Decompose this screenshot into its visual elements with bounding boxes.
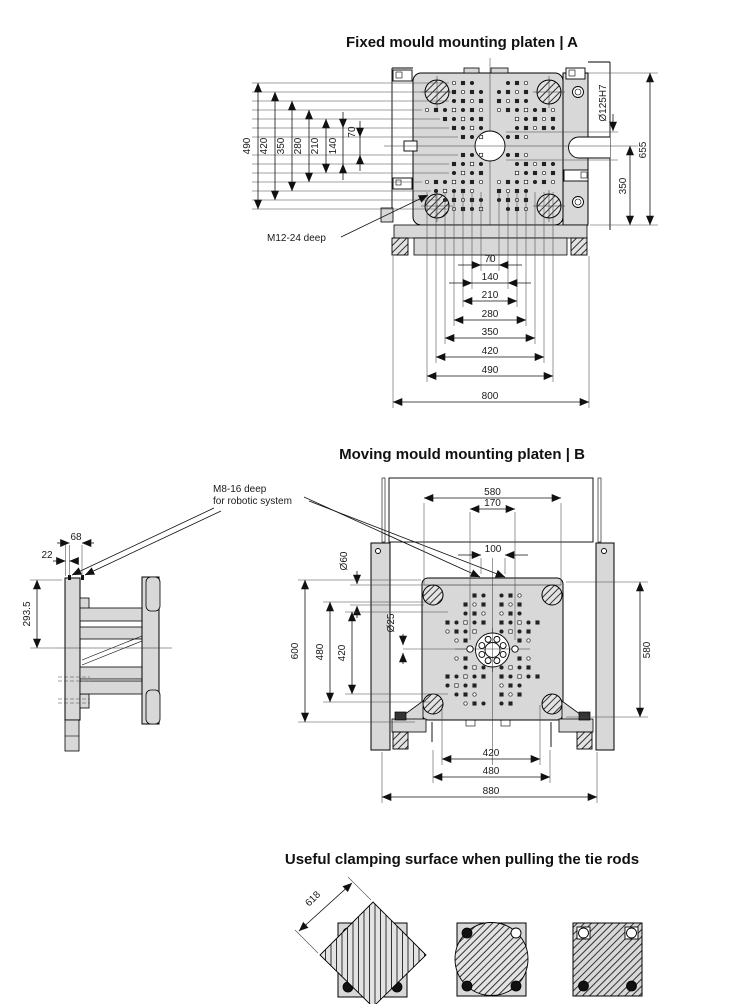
dim-label: Ø25 [386,613,397,633]
mounting-hole [527,675,530,678]
mounting-hole [515,135,518,138]
mounting-hole [533,108,536,111]
mounting-hole [455,630,458,633]
mounting-hole [524,117,527,120]
mounting-hole [518,621,521,624]
mounting-hole [509,702,512,705]
mounting-hole [515,171,518,174]
tie-rod-corner [627,981,637,991]
flange-bolt-hole [485,658,491,664]
mounting-hole [461,90,464,93]
mounting-hole [482,612,485,615]
mounting-hole [500,702,503,705]
mounting-hole [452,117,455,120]
mounting-hole [527,630,530,633]
mounting-hole [500,603,503,606]
mounting-hole [509,693,512,696]
dim-label: 140 [328,137,339,155]
mounting-hole [443,180,446,183]
mounting-hole [470,180,473,183]
mounting-hole [515,126,518,129]
flange-bolt-hole [479,651,485,657]
mounting-hole [515,81,518,84]
frame-hole [573,87,584,98]
mounting-hole [506,180,509,183]
section-title-moving-platen: Moving mould mounting platen | B [339,446,585,463]
top-tab [464,68,479,73]
mounting-hole [461,180,464,183]
mounting-hole [542,117,545,120]
tie-rod-corner [511,981,521,991]
dim-label: 22 [41,550,53,561]
foot-pad [393,732,408,749]
mounting-hole [473,702,476,705]
dim-label: 70 [484,254,496,265]
flange-bolt-hole [479,643,485,649]
mounting-hole [515,117,518,120]
levelling-bolt [395,712,406,720]
mounting-hole [509,675,512,678]
mounting-hole [542,108,545,111]
mounting-hole [470,117,473,120]
dim-label: 293.5 [22,601,33,627]
mounting-hole [473,630,476,633]
dim-label: 280 [481,309,499,320]
mounting-hole [500,621,503,624]
dim-label: 350 [481,327,499,338]
mounting-hole [455,675,458,678]
thread-note: M12-24 deep [267,233,326,244]
mounting-hole [443,117,446,120]
dim-label: 480 [482,766,500,777]
mounting-hole [500,693,503,696]
mounting-hole [455,621,458,624]
mounting-hole [461,117,464,120]
mounting-hole [461,108,464,111]
mounting-hole [434,108,437,111]
mounting-hole [527,657,530,660]
mounting-hole [470,153,473,156]
mounting-hole [509,684,512,687]
mounting-hole [533,117,536,120]
mounting-hole [452,90,455,93]
mounting-hole [518,639,521,642]
mounting-hole [518,594,521,597]
mounting-hole [527,621,530,624]
tie-rod-corner-pulled [511,928,521,938]
mounting-hole [524,135,527,138]
dim-label: 210 [310,137,321,155]
mounting-hole [515,90,518,93]
dim-label: 350 [618,177,629,195]
mounting-hole [455,684,458,687]
flange-bolt-hole [500,643,506,649]
foot-pad [577,732,592,749]
mounting-hole [479,162,482,165]
mount-pad [392,238,408,255]
mounting-hole [446,684,449,687]
dim-label: Ø60 [339,551,350,571]
mounting-hole [479,108,482,111]
mounting-hole [464,693,467,696]
clamping-diamond-figure [295,877,426,1004]
levelling-bolt [579,712,590,720]
dim-label: 618 [303,889,324,910]
mounting-hole [536,675,539,678]
mounting-hole [434,180,437,183]
mounting-hole [464,657,467,660]
mounting-hole [497,99,500,102]
mounting-hole [482,594,485,597]
mounting-hole [515,108,518,111]
dim-label: 580 [484,487,501,498]
mounting-hole [518,612,521,615]
mounting-hole [479,171,482,174]
dim-label: 480 [315,643,326,661]
dim-label: 580 [642,641,653,659]
mounting-hole [500,612,503,615]
mounting-hole [518,684,521,687]
mounting-hole [542,180,545,183]
mounting-hole [518,630,521,633]
clamping-square-figure [573,923,642,996]
fixed-left-dims [242,83,360,209]
mounting-hole [464,666,467,669]
mounting-hole [452,99,455,102]
tie-rod-corner-pulled [579,928,589,938]
mounting-hole [479,153,482,156]
mounting-hole [497,108,500,111]
flange-bolt-hole [494,636,500,642]
mounting-hole [518,666,521,669]
mounting-hole [464,675,467,678]
mounting-hole [473,693,476,696]
mounting-hole [461,135,464,138]
mounting-hole [461,126,464,129]
mounting-hole [551,171,554,174]
side-hole-d25 [467,646,473,652]
mounting-hole [533,180,536,183]
mounting-hole [479,180,482,183]
dim-label: 420 [337,644,348,662]
mounting-hole [509,630,512,633]
mounting-hole [500,666,503,669]
mounting-hole [473,684,476,687]
moving-platen-side-view [52,575,172,751]
clamping-circle-figure [455,923,528,997]
mounting-hole [425,108,428,111]
section-title-clamping: Useful clamping surface when pulling the tie rods [284,851,640,868]
mounting-hole [509,666,512,669]
mounting-hole [455,657,458,660]
mounting-hole [527,666,530,669]
side-hole-d25 [512,646,518,652]
mounting-hole [473,666,476,669]
tie-rod-corner [462,928,472,938]
mounting-hole [452,126,455,129]
fixed-bottom-dims [393,254,589,408]
mounting-hole [536,621,539,624]
mounting-hole [542,126,545,129]
mounting-hole [509,594,512,597]
mounting-hole [482,675,485,678]
dim-label: 100 [484,544,502,555]
frame-rail [596,543,614,750]
mounting-hole [506,135,509,138]
mounting-hole [473,594,476,597]
dim-label: 70 [347,126,358,138]
mounting-hole [527,639,530,642]
bore-label: Ø125H7 [598,84,609,122]
mounting-hole [473,603,476,606]
mounting-hole [551,108,554,111]
flange-bolt-hole [485,636,491,642]
mounting-hole [470,108,473,111]
platen-base [394,225,587,238]
mounting-hole [470,90,473,93]
mounting-hole [470,99,473,102]
mounting-hole [542,162,545,165]
mounting-hole [464,639,467,642]
flange-bolt-hole [494,658,500,664]
mounting-hole [515,153,518,156]
robot-note-line2: for robotic system [213,496,292,507]
dim-label: 600 [290,642,301,660]
robot-hole [81,575,84,580]
dim-label: 170 [484,498,501,509]
robot-note-line1: M8-16 deep [213,484,267,495]
mounting-hole [479,135,482,138]
mounting-hole [473,675,476,678]
mounting-hole [551,126,554,129]
mounting-hole [464,630,467,633]
dim-label: 655 [638,141,649,159]
mounting-hole [500,630,503,633]
dim-label: 280 [293,137,304,155]
dim-label: 210 [481,290,499,301]
mounting-hole [461,81,464,84]
dim-label: 490 [481,365,499,376]
mounting-hole [506,99,509,102]
mounting-hole [482,666,485,669]
mounting-hole [482,603,485,606]
flange-bolt-hole [500,651,506,657]
mounting-hole [473,621,476,624]
mounting-hole [497,180,500,183]
section-title-fixed-platen: Fixed mould mounting platen | A [346,34,578,51]
mounting-hole [479,90,482,93]
mounting-hole [506,81,509,84]
dim-label: 350 [276,137,287,155]
mounting-hole [551,180,554,183]
mounting-hole [509,603,512,606]
mounting-hole [524,90,527,93]
mounting-hole [506,153,509,156]
mounting-hole [524,99,527,102]
side-foot [65,720,79,751]
mounting-hole [524,108,527,111]
frame-hole [573,197,584,208]
mounting-hole [506,90,509,93]
mounting-hole [446,630,449,633]
mounting-hole [506,108,509,111]
mounting-hole [518,693,521,696]
mounting-hole [533,126,536,129]
robot-note-leaders [72,497,505,577]
mounting-hole [473,612,476,615]
mounting-hole [470,81,473,84]
mounting-hole [452,108,455,111]
mounting-hole [533,162,536,165]
side-bracket [564,170,588,181]
mount-pad [571,238,587,255]
mounting-hole [524,81,527,84]
mounting-hole [470,162,473,165]
mounting-hole [461,171,464,174]
mounting-hole [443,108,446,111]
mounting-hole [452,171,455,174]
mounting-hole [452,180,455,183]
mounting-hole [470,135,473,138]
mounting-hole [464,612,467,615]
dim-label: 490 [242,137,253,155]
dim-label: 800 [481,391,499,402]
mounting-hole [446,621,449,624]
mounting-hole [461,153,464,156]
mounting-hole [500,675,503,678]
mounting-hole [470,126,473,129]
frame-rail [371,543,390,750]
mounting-hole [509,612,512,615]
mounting-hole [524,153,527,156]
mounting-hole [524,180,527,183]
sprue-slot [569,137,611,158]
mounting-hole [452,162,455,165]
clamping-area-diamond [320,902,426,1004]
mounting-hole [533,171,536,174]
dim-label: 420 [481,346,499,357]
tie-rod-corner [579,981,589,991]
mounting-hole [542,171,545,174]
mounting-hole [518,675,521,678]
mounting-hole [524,171,527,174]
mounting-hole [482,621,485,624]
mounting-hole [455,639,458,642]
mounting-hole [515,180,518,183]
mounting-hole [464,603,467,606]
mounting-hole [509,621,512,624]
top-tab [491,68,508,73]
mounting-hole [500,684,503,687]
mounting-hole [452,81,455,84]
mounting-hole [479,117,482,120]
mounting-hole [455,693,458,696]
mounting-hole [425,180,428,183]
tie-rod-corner-pulled [627,928,637,938]
dim-label: 420 [482,748,500,759]
mounting-hole [518,657,521,660]
mounting-hole [464,621,467,624]
mounting-hole [551,117,554,120]
dim-label: 880 [482,786,500,797]
mounting-hole [461,162,464,165]
mounting-hole [515,162,518,165]
mounting-hole [446,675,449,678]
dim-label: 140 [481,272,499,283]
tie-rod-corner [462,981,472,991]
mounting-hole [482,702,485,705]
mounting-hole [464,684,467,687]
mounting-hole [479,126,482,129]
mounting-hole [464,702,467,705]
mounting-hole [461,99,464,102]
mounting-hole [497,90,500,93]
mounting-hole [500,594,503,597]
mounting-hole [551,162,554,165]
mounting-hole [524,126,527,129]
dim-label: 68 [70,532,82,543]
mould-face-plate [65,578,80,720]
mounting-hole [518,603,521,606]
mounting-hole [515,99,518,102]
mounting-hole [524,162,527,165]
mounting-hole [470,171,473,174]
mounting-hole [479,99,482,102]
dim-label: 420 [259,137,270,155]
